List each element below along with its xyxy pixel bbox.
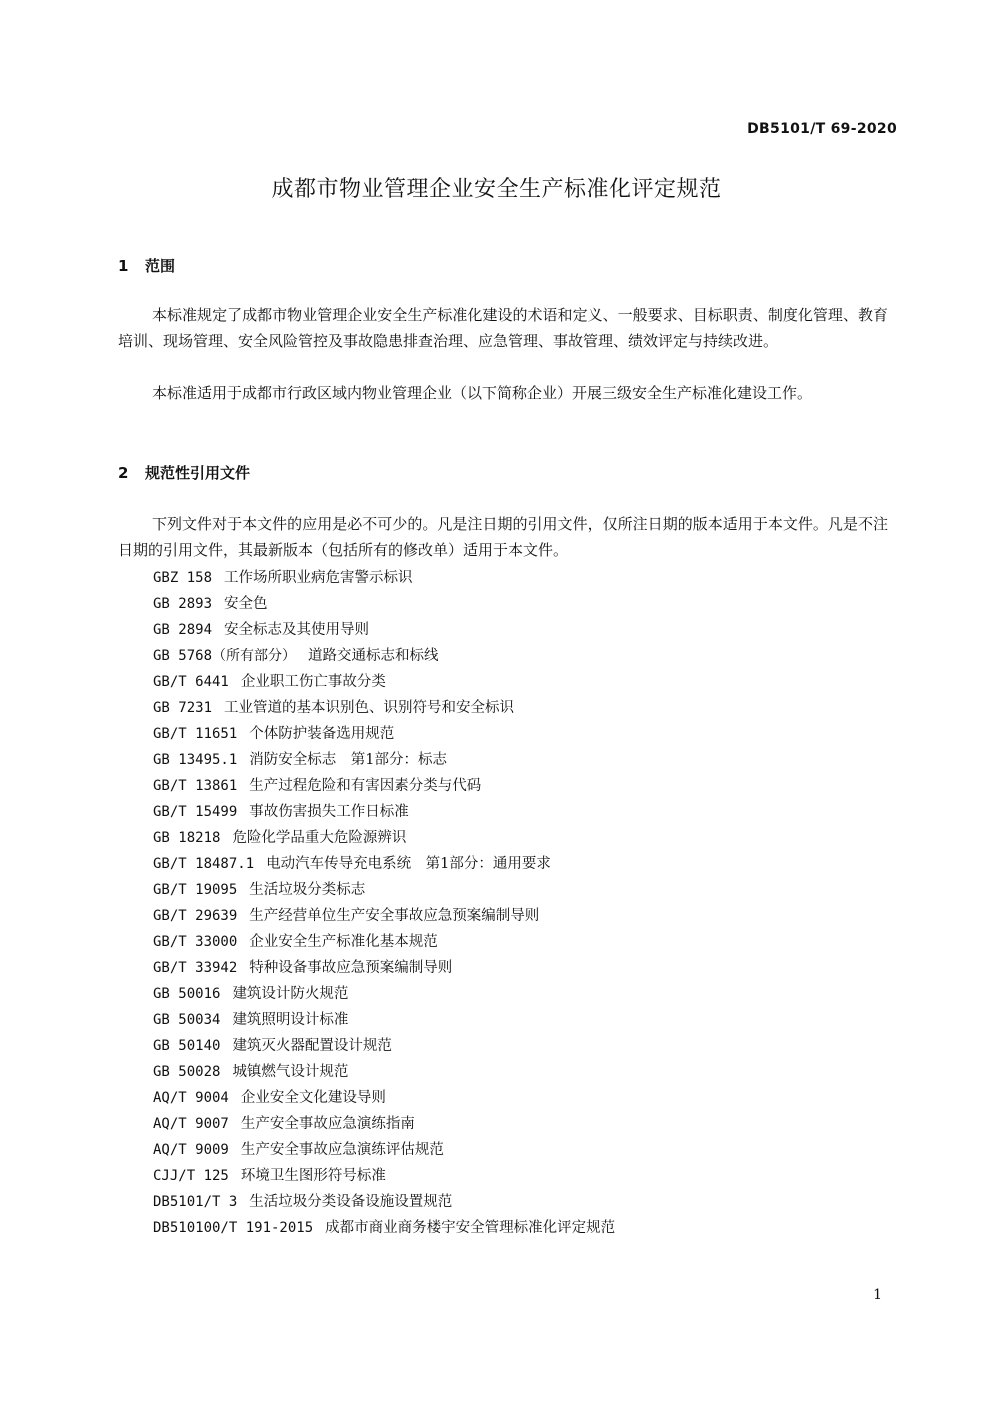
section-2-number: 2 (118, 464, 129, 482)
reference-title: 道路交通标志和标线 (308, 648, 439, 664)
reference-item (153, 981, 615, 1007)
reference-item (153, 929, 615, 955)
reference-item (153, 565, 615, 591)
section-1-heading (118, 255, 175, 276)
reference-code: GB 50034 (153, 1012, 221, 1028)
section-1-paragraph-1: 本标准规定了成都市物业管理企业安全生产标准化建设的术语和定义、一般要求、目标职责、制度化管理、教育培训、现场管理、安全风险管控及事故隐患排查治理、应急管理、事故管理、绩效评定与持续改进。 (118, 306, 888, 350)
reference-title: 城镇燃气设计规范 (232, 1064, 349, 1080)
reference-title: 消防安全标志 第1部分：标志 (249, 752, 448, 768)
reference-code: GB 18218 (153, 830, 221, 846)
page-number: 1 (873, 1287, 882, 1303)
reference-title: 建筑设计防火规范 (232, 986, 349, 1002)
reference-title: 工业管道的基本识别色、识别符号和安全标识 (224, 700, 515, 716)
reference-item (153, 747, 615, 773)
reference-code: GBZ 158 (153, 570, 213, 586)
reference-code: GB 50016 (153, 986, 221, 1002)
reference-item (153, 695, 615, 721)
reference-code: DB5101/T 3 (153, 1194, 238, 1210)
reference-code: AQ/T 9009 (153, 1142, 229, 1158)
reference-title: 建筑灭火器配置设计规范 (232, 1038, 392, 1054)
reference-item (153, 1163, 615, 1189)
document-title: 成都市物业管理企业安全生产标准化评定规范 (271, 177, 722, 202)
reference-title: 成都市商业商务楼宇安全管理标准化评定规范 (325, 1220, 616, 1236)
reference-title: 特种设备事故应急预案编制导则 (249, 960, 453, 976)
reference-title: 生产经营单位生产安全事故应急预案编制导则 (249, 908, 540, 924)
reference-code: AQ/T 9007 (153, 1116, 229, 1132)
reference-item (153, 955, 615, 981)
reference-title: 电动汽车传导充电系统 第1部分：通用要求 (266, 856, 551, 872)
section-2-intro: 下列文件对于本文件的应用是必不可少的。凡是注日期的引用文件，仅所注日期的版本适用于本文件。凡是不注日期的引用文件，其最新版本（包括所有的修改单）适用于本文件。 (118, 515, 888, 559)
reference-item (153, 617, 615, 643)
reference-item (153, 721, 615, 747)
reference-code: AQ/T 9004 (153, 1090, 229, 1106)
reference-title: 企业安全文化建设导则 (240, 1090, 386, 1106)
reference-item (153, 1085, 615, 1111)
reference-code: GB 7231 (153, 700, 213, 716)
reference-title: 生活垃圾分类设备设施设置规范 (249, 1194, 453, 1210)
reference-code: GB/T 6441 (153, 674, 229, 690)
reference-item (153, 773, 615, 799)
reference-code: GB 50028 (153, 1064, 221, 1080)
reference-title: 环境卫生图形符号标准 (240, 1168, 386, 1184)
reference-item (153, 1189, 615, 1215)
reference-item (153, 1137, 615, 1163)
reference-item (153, 1059, 615, 1085)
reference-item (153, 903, 615, 929)
reference-code: GB 2894 (153, 622, 213, 638)
reference-code: GB/T 33000 (153, 934, 238, 950)
reference-title: 安全色 (224, 596, 268, 612)
standard-code: DB5101/T 69-2020 (747, 121, 897, 137)
reference-title: 生产安全事故应急演练评估规范 (240, 1142, 444, 1158)
reference-title: 工作场所职业病危害警示标识 (224, 570, 413, 586)
reference-code: GB/T 33942 (153, 960, 238, 976)
reference-item (153, 825, 615, 851)
section-1-paragraph-2: 本标准适用于成都市行政区域内物业管理企业（以下简称企业）开展三级安全生产标准化建设工作。 (152, 384, 813, 402)
reference-title: 安全标志及其使用导则 (224, 622, 370, 638)
reference-code: GB/T 18487.1 (153, 856, 255, 872)
reference-item (153, 1215, 615, 1241)
section-1-title: 范围 (145, 257, 176, 275)
reference-item (153, 877, 615, 903)
reference-title: 生产安全事故应急演练指南 (240, 1116, 415, 1132)
reference-item (153, 1033, 615, 1059)
section-2-title: 规范性引用文件 (145, 464, 251, 482)
reference-title: 建筑照明设计标准 (232, 1012, 349, 1028)
reference-title: 危险化学品重大危险源辨识 (232, 830, 407, 846)
reference-code: GB 13495.1 (153, 752, 238, 768)
reference-code: GB/T 11651 (153, 726, 238, 742)
reference-item (153, 1007, 615, 1033)
reference-item (153, 643, 615, 669)
reference-title: 生产过程危险和有害因素分类与代码 (249, 778, 482, 794)
reference-code: GB 5768（所有部分） (153, 648, 297, 664)
reference-title: 企业职工伤亡事故分类 (240, 674, 386, 690)
reference-item (153, 669, 615, 695)
reference-code: GB/T 19095 (153, 882, 238, 898)
reference-item (153, 799, 615, 825)
reference-item (153, 851, 615, 877)
reference-title: 事故伤害损失工作日标准 (249, 804, 409, 820)
reference-code: GB 2893 (153, 596, 213, 612)
reference-list (153, 565, 615, 1241)
reference-item (153, 591, 615, 617)
reference-code: GB/T 29639 (153, 908, 238, 924)
section-1-number: 1 (118, 257, 129, 275)
reference-code: DB510100/T 191-2015 (153, 1220, 314, 1236)
section-2-heading (118, 462, 250, 483)
reference-code: GB 50140 (153, 1038, 221, 1054)
reference-code: CJJ/T 125 (153, 1168, 229, 1184)
reference-title: 企业安全生产标准化基本规范 (249, 934, 438, 950)
reference-code: GB/T 13861 (153, 778, 238, 794)
reference-title: 个体防护装备选用规范 (249, 726, 395, 742)
reference-title: 生活垃圾分类标志 (249, 882, 366, 898)
reference-code: GB/T 15499 (153, 804, 238, 820)
reference-item (153, 1111, 615, 1137)
